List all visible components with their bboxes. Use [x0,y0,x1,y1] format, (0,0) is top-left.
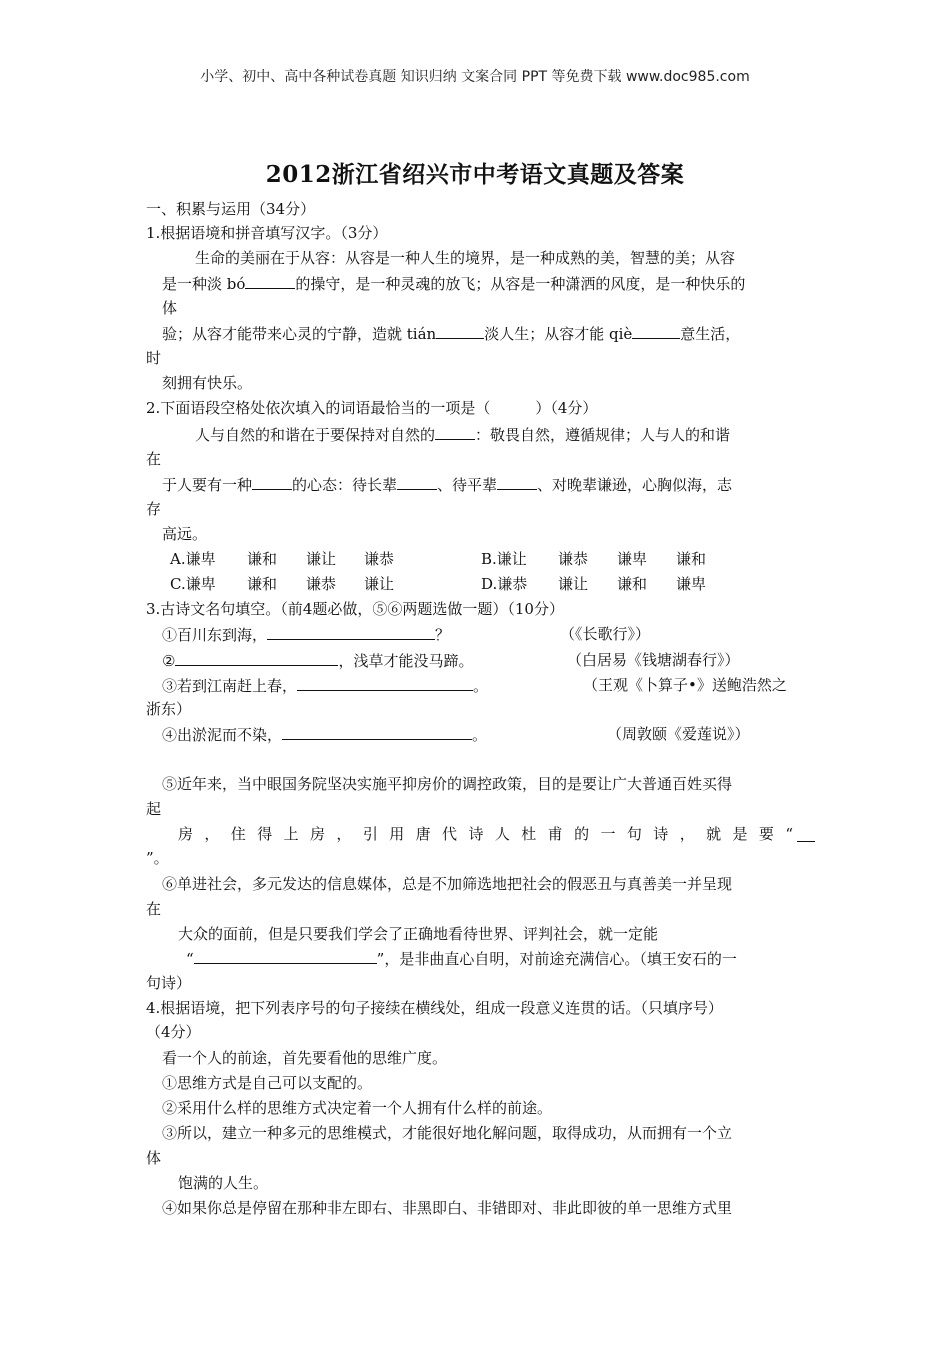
option-word: 谦恭 [306,575,337,593]
q4-sentence: ④如果你总是停留在那种非左即右、非黑即白、非错即对、非此即彼的单一思维方式里 [162,1199,733,1217]
option-word: 谦和 [617,575,648,593]
q1-line: 是一种淡 bó 的操守，是一种灵魂的放飞；从容是一种潇洒的风度，是一种快乐的 [162,275,746,293]
q3-item: ④出淤泥而不染， 。 [162,726,488,744]
q2-line: 存 [146,500,162,518]
q3-item: ⑤近年来，当中眼国务院坚决实施平抑房价的调控政策，目的是要让广大普通百姓买得 [162,775,733,793]
q4-sentence: 体 [146,1149,162,1167]
q3-source: （王观《卜算子•》送鲍浩然之 [583,676,787,694]
q4-sentence: ②采用什么样的思维方式决定着一个人拥有什么样的前途。 [162,1099,553,1117]
option-word: D.谦恭 [481,575,528,593]
q1-line: 生命的美丽在于从容：从容是一种人生的境界，是一种成熟的美，智慧的美；从容 [195,249,736,267]
option-word: 谦卑 [676,575,707,593]
q2-stem: 2.下面语段空格处依次填入的词语最恰当的一项是（ ）（4分） [146,399,598,417]
option-word: C.谦卑 [170,575,216,593]
answer-blank[interactable] [397,474,437,490]
q4-sentence: ①思维方式是自己可以支配的。 [162,1074,373,1092]
page-title: 2012浙江省绍兴市中考语文真题及答案 [265,161,685,188]
q3-item: 大众的面前，但是只要我们学会了正确地看待世界、评判社会，就一定能 [178,925,659,943]
q1-line: 验；从容才能带来心灵的宁静，造就 tián 淡人生；从容才能 qiè 意生活， [162,325,741,343]
option-word: 谦卑 [617,550,648,568]
option-word: 谦让 [364,575,395,593]
answer-blank[interactable] [194,948,377,964]
q3-source: （白居易《钱塘湖春行》） [567,651,740,669]
q3-item: ⑥单进社会，多元发达的信息媒体，总是不加筛选地把社会的假恶丑与真善美一并呈现 [162,875,733,893]
q3-source: （《长歌行》） [560,625,651,643]
q3-item: ”。 [146,849,169,867]
option-word: A.谦卑 [170,550,216,568]
answer-blank[interactable] [175,650,338,666]
q4-score: （4分） [146,1023,201,1041]
q1-line: 体 [162,299,178,317]
answer-blank[interactable] [245,273,295,289]
answer-blank[interactable] [436,323,484,339]
answer-blank[interactable] [797,826,815,842]
q3-stem: 3.古诗文名句填空。（前4题必做，⑤⑥两题选做一题）（10分） [146,600,564,618]
answer-blank[interactable] [632,323,680,339]
q3-source: （周敦颐《爱莲说》） [607,725,750,743]
q2-line: 人与自然的和谐在于要保持对自然的 ：敬畏自然，遵循规律；人与人的和谐 [195,426,731,444]
q4-sentence: 饱满的人生。 [178,1174,269,1192]
option-word: 谦和 [676,550,707,568]
answer-blank[interactable] [252,474,292,490]
q4-stem: 4.根据语境，把下列表序号的句子接续在横线处，组成一段意义连贯的话。（只填序号） [146,999,723,1017]
q3-item: 房，住得上房，引用唐代诗人杜甫的一句诗，就是要“ [178,825,793,843]
q2-line: 于人要有一种 的心态：待长辈 、待平辈 、对晚辈谦逊，心胸似海，志 [162,476,733,494]
q2-line: 高远。 [162,525,208,543]
q1-stem: 1.根据语境和拼音填写汉字。（3分） [146,224,388,242]
q2-line: 在 [146,450,162,468]
q3-item: 在 [146,900,162,918]
q4-intro: 看一个人的前途，首先要看他的思维广度。 [162,1049,448,1067]
option-word: 谦恭 [364,550,395,568]
answer-blank[interactable] [297,675,473,691]
q3-item: “ ”，是非曲直心自明，对前途充满信心。（填王安石的一 [186,950,737,968]
q3-item: 起 [146,800,162,818]
option-word: 谦和 [247,550,278,568]
answer-blank[interactable] [497,474,537,490]
q3-source: 浙东） [146,700,192,718]
answer-blank[interactable] [435,424,475,440]
q3-item: ①百川东到海， ？ [162,626,451,644]
q1-line: 时 [146,349,162,367]
answer-blank[interactable] [267,624,435,640]
q1-line: 刻拥有快乐。 [162,374,253,392]
section-heading: 一、积累与运用（34分） [146,200,316,218]
answer-blank[interactable] [282,724,472,740]
page-header: 小学、初中、高中各种试卷真题 知识归纳 文案合同 PPT 等免费下载 www.doc985.com [200,69,750,85]
option-word: 谦和 [247,575,278,593]
q3-item: 句诗） [146,974,192,992]
option-word: 谦恭 [558,550,589,568]
option-word: 谦让 [306,550,337,568]
q3-item: ② ，浅草才能没马蹄。 [162,652,474,670]
q3-item: ③若到江南赶上春， 。 [162,677,489,695]
q4-sentence: ③所以，建立一种多元的思维模式，才能很好地化解问题，取得成功，从而拥有一个立 [162,1124,733,1142]
option-word: B.谦让 [481,550,527,568]
option-word: 谦让 [558,575,589,593]
